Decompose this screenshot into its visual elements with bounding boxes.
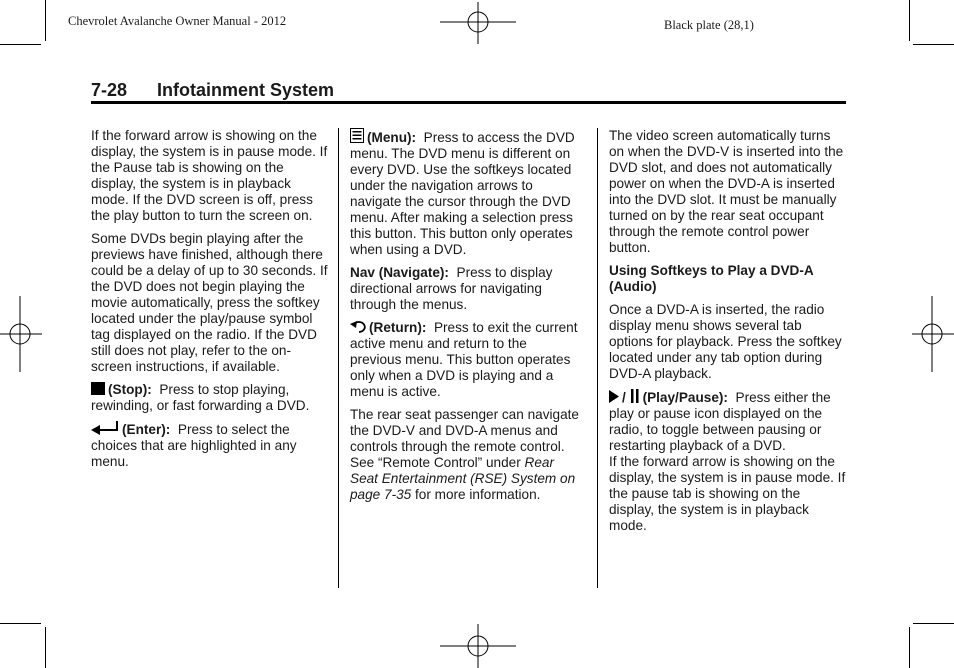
registration-mark-left [0,296,42,372]
return-text: Press to exit the current active menu and return to the previous menu. This button operates only when a DVD is playing and a menu is active. [350,320,578,399]
crop-mark [45,0,46,41]
running-header-right: Black plate (28,1) [664,18,754,32]
page-number: 7-28 [91,80,128,100]
pause-icon [630,389,640,403]
rse-text: The rear seat passenger can navigate the DVD-V and DVD-A menus and controls through the remote control. See “Remote Control” under [350,407,579,470]
crop-mark [913,44,954,45]
stop-label: (Stop): [108,382,152,397]
running-header-left: Chevrolet Avalanche Owner Manual - 2012 [68,14,287,28]
crop-mark [0,623,41,624]
play-pause-entry [609,389,849,454]
registration-mark-top [440,2,516,44]
subheading: Using Softkeys to Play a DVD-A (Audio) [609,263,814,294]
stop-text: Press to stop playing, rewinding, or fast forwarding a DVD. [91,382,310,413]
menu-icon [350,128,364,143]
crop-mark [913,623,954,624]
rse-cross-reference-link[interactable]: Rear Seat Entertainment (RSE) System on page 7-35 [350,455,576,502]
play-pause-text: Press either the play or pause icon displayed on the radio, to toggle between pausing or restarting playback of a DVD. [609,390,831,453]
paragraph: If the forward arrow is showing on the display, the system is in pause mode. If the Pause tab is showing on the display, the system is in playback mode. If the DVD screen is off, press the play button to turn the screen on. [91,128,328,223]
rse-paragraph [350,407,580,503]
nav-text: Press to display directional arrows for navigating through the menus. [350,265,553,312]
separator: / [622,390,626,405]
nav-label: Nav (Navigate): [350,265,449,280]
column-divider [338,128,339,588]
menu-entry [350,128,580,258]
stop-entry [91,382,331,414]
enter-label: (Enter): [122,422,171,437]
registration-mark-bottom [440,624,516,668]
return-entry [350,320,580,400]
section-title: Infotainment System [157,80,335,100]
play-icon [609,390,619,403]
column-2 [350,128,580,510]
play-pause-label: (Play/Pause): [642,390,728,405]
crop-mark [909,627,910,668]
return-label: (Return): [369,320,427,335]
heading-rule [91,101,846,104]
nav-entry [350,265,580,313]
stop-icon [91,382,105,395]
paragraph: If the forward arrow is showing on the display, the system is in pause mode. If the pause tab is showing on the display, the system is in playback mode. [609,454,846,533]
paragraph: Some DVDs begin playing after the previews have finished, although there could be a delay of up to 30 seconds. If the DVD does not begin playing the movie automatically, press the softkey located under the play/pause symbol tag displayed on the radio. If the DVD still does not play, refer to the on-screen instructions, if available. [91,231,328,374]
crop-mark [0,44,41,45]
enter-entry [91,421,331,470]
rse-text-end: for more information. [411,487,541,502]
column-1 [91,128,331,477]
paragraph: The video screen automatically turns on when the DVD-V is inserted into the DVD slot, and does not automatically power on when the DVD-A is inserted into the DVD slot. It must be manually turned on by the rear seat occupant through the remote control power button. [609,128,844,255]
paragraph: Once a DVD-A is inserted, the radio display menu shows several tab options for playback. Press the softkey located under any tab option during DVD-A playback. [609,302,842,381]
registration-mark-right [912,296,954,372]
column-3 [609,128,849,541]
menu-text: Press to access the DVD menu. The DVD menu is different on every DVD. Use the softkeys located under the navigation arrows to navigate the cursor through the DVD menu. After making a selection press this button. This button only operates when using a DVD. [350,130,575,257]
enter-icon [91,421,119,435]
menu-label: (Menu): [367,130,417,145]
section-heading [91,80,334,101]
return-icon [350,320,366,333]
crop-mark [45,627,46,668]
crop-mark [909,0,910,41]
enter-text: Press to select the choices that are highlighted in any menu. [91,422,297,469]
column-divider [597,128,598,588]
